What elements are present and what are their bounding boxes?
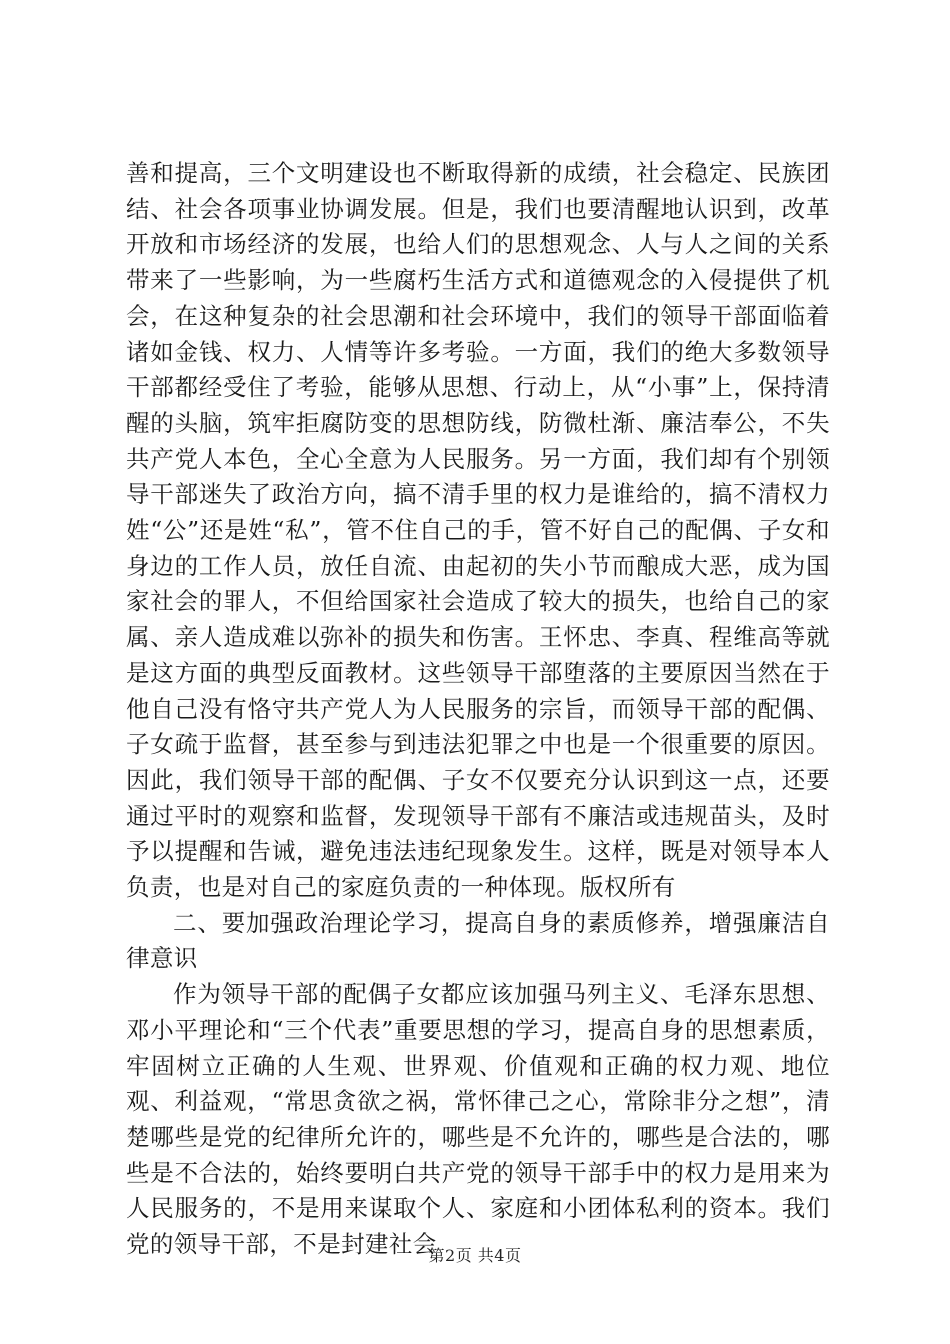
paragraph-body: 作为领导干部的配偶子女都应该加强马列主义、毛泽东思想、邓小平理论和“三个代表”重要思想的学习，提高自身的思想素质，牢固树立正确的人生观、世界观、价值观和正确的权力观、地位观、利益观，“常思贪欲之祸，常怀律己之心，常除非分之想”，清楚哪些是党的纪律所允许的，哪些是不允许的，哪些是合法的，哪些是不合法的，始终要明白共产党的领导干部手中的权力是用来为人民服务的，不是用来谋取个人、家庭和小团体私利的资本。我们党的领导干部，不是封建社会 (126, 980, 830, 1259)
paragraph-continuation: 善和提高，三个文明建设也不断取得新的成绩，社会稳定、民族团结、社会各项事业协调发展。但是，我们也要清醒地认识到，改革开放和市场经济的发展，也给人们的思想观念、人与人之间的关系带来了一些影响，为一些腐朽生活方式和道德观念的入侵提供了机会，在这种复杂的社会思潮和社会环境中，我们的领导干部面临着诸如金钱、权力、人情等许多考验。一方面，我们的绝大多数领导干部都经受住了考验，能够从思想、行动上，从“小事”上，保持清醒的头脑，筑牢拒腐防变的思想防线，防微杜渐、廉洁奉公，不失共产党人本色，全心全意为人民服务。另一方面，我们却有个别领导干部迷失了政治方向，搞不清手里的权力是谁给的，搞不清权力姓“公”还是姓“私”，管不住自己的手，管不好自己的配偶、子女和身边的工作人员，放任自流、由起初的失小节而酿成大恶，成为国家社会的罪人，不但给国家社会造成了较大的损失，也给自己的家属、亲人造成难以弥补的损失和伤害。王怀忠、李真、程维高等就是这方面的典型反面教材。这些领导干部堕落的主要原因当然在于他自己没有恪守共产党人为人民服务的宗旨，而领导干部的配偶、子女疏于监督，甚至参与到违法犯罪之中也是一个很重要的原因。因此，我们领导干部的配偶、子女不仅要充分认识到这一点，还要通过平时的观察和监督，发现领导干部有不廉洁或违规苗头，及时予以提醒和告诫，避免违法违纪现象发生。这样，既是对领导本人负责，也是对自己的家庭负责的一种体现。版权所有 (126, 159, 830, 902)
section-heading: 二、要加强政治理论学习，提高自身的素质修养，增强廉洁自律意识 (126, 908, 830, 973)
page-number-label: 第2页 共4页 (428, 1246, 522, 1265)
document-body (126, 156, 830, 1263)
page-footer (0, 1245, 950, 1267)
